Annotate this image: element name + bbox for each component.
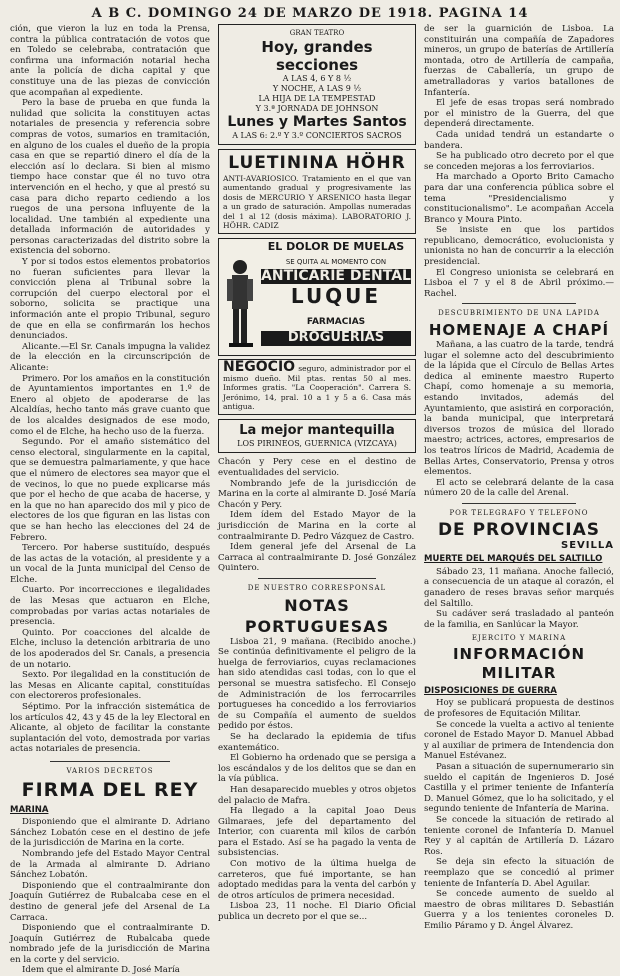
- ad-brand2: LUQUE: [290, 284, 382, 309]
- negocio-ad: [218, 359, 416, 415]
- paragraph: Disponiendo que el almirante D. Adriano Sánchez Lobatón cese en el destino de jefe de la jurisdicción de Marina en la corte.: [10, 817, 210, 849]
- paragraph: Tercero. Por haberse sustituído, después de las actas de la votación, al presidente y a un vocal de la Junta municipal del Censo de Elche.: [10, 543, 210, 585]
- paragraph: Cuarto. Por incorrecciones e ilegalidades de las Mesas que actuaron en Elche, comprobadas por varias actas notariales de presencia.: [10, 585, 210, 628]
- ad-episode: Y 3.ª JORNADA DE JOHNSON: [255, 104, 379, 113]
- paragraph: Segundo. Por el amaño sistemático del censo electoral, singularmente en la capital, que se demuestra palmariamente, y que hace que el número de electores sea mayor que el de vecinos, lo que no puede explicarse más que por el hecho de que acaba de hacerse, y en la que no han aparecido dos mil y pico de electores de los que figuran en las listas con que se han hecho las elecciones del 24 de Febrero.: [10, 437, 210, 543]
- column-2: [218, 24, 416, 923]
- divider: [50, 761, 170, 762]
- paragraph: Sábado 23, 11 mañana. Anoche falleció, a consecuencia de un ataque al corazón, el ganadero de reses bravas señor marqués del Saltillo.: [424, 566, 614, 609]
- paragraph: Idem ídem del Estado Mayor de la jurisdicción de Marina en la corte al contraalmirante D. Pedro Vázquez de Castro.: [218, 510, 416, 542]
- paragraph: Quinto. Por coacciones del alcalde de Elche, incluso la detención arbitraria de uno de los apoderados del Sr. Canals, a presencia de un notario.: [10, 627, 210, 670]
- subhead: MARINA: [10, 804, 49, 815]
- paragraph: ción, que vieron la luz en toda la Prensa, contra la pública contratación de votos que en Toledo se celebraba, contratación que confirma una información notarial hecha ante la policía de dicha capital y que constituye una de las piezas de convicción que acompañan al expediente.: [10, 24, 210, 98]
- dental-ad: [218, 238, 416, 356]
- man-figure-icon: [223, 257, 257, 349]
- paragraph: Ha llegado a la capital Joao Deus Gilmaraes, jefe del departamento del Interior, con cuarenta mil kilos de carbón para el Estado. Así se ha pagado la venta de subsistencias.: [218, 806, 416, 859]
- ad-text: [223, 359, 411, 412]
- luetinina-ad: [218, 149, 416, 234]
- ad-concerts: A LAS 6: 2.º Y 3.º CONCIERTOS SACROS: [232, 131, 402, 140]
- ad-brand1: ANTICARIE DENTAL: [261, 268, 411, 285]
- paragraph: Cada unidad tendrá un estandarte o bandera.: [424, 129, 614, 151]
- paragraph: Nombrando jefe del Estado Mayor Central de la Armada al almirante D. Adriano Sánchez Lobatón.: [10, 848, 210, 881]
- section-title: HOMENAJE A CHAPÍ: [428, 321, 610, 340]
- ad-line3: FARMACIAS: [306, 317, 366, 328]
- paragraph: de ser la guarnición de Lisboa. La constituirán una compañía de Zapadores mineros, un grupo de baterías de Artillería montada, otro de Artillería de campaña, fuerzas de Caballería, un grupo de ametralladoras y varios batallones de Infantería.: [424, 24, 614, 98]
- city-title: SEVILLA: [561, 539, 614, 551]
- mantequilla-ad: [218, 419, 416, 453]
- paragraph: Alicante.—El Sr. Canals impugna la validez de la elección en la circunscripción de Alicante:: [10, 341, 210, 373]
- ad-title: LUETININA HÖHR: [228, 153, 406, 173]
- ad-body: seguro, administrador por el mismo dueño. Mil ptas. rentas 50 al mes. Informes gratis. "La Cooperación". Carrera S. Jerónimo, 14, pral. 10 a 1 y 5 a 6. Casa más antigua.: [223, 364, 411, 412]
- ad-title: La mejor mantequilla: [239, 423, 395, 439]
- paragraph: Han desaparecido muebles y otros objetos del palacio de Mafra.: [218, 784, 416, 806]
- paragraph: Disponiendo que el contraalmirante don Joaquín Gutiérrez de Rubalcaba cese en el destino de general jefe del Arsenal de La Carraca.: [10, 880, 210, 923]
- subhead: MUERTE DEL MARQUÉS DEL SALTILLO: [424, 554, 603, 565]
- paragraph: Idem general jefe del Arsenal de La Carraca al contraalmirante D. José González Quintero.: [218, 542, 416, 574]
- section-label: POR TELEGRAFO Y TELEFONO: [449, 508, 589, 517]
- section-label: EJERCITO Y MARINA: [471, 634, 567, 643]
- divider: [462, 303, 576, 304]
- ad-line2: SE QUITA AL MOMENTO CON: [285, 258, 387, 267]
- section-title: DE PROVINCIAS: [437, 519, 601, 540]
- paragraph: Se deja sin efecto la situación de reemplazo que se concedió al primer teniente de Infantería D. Abel Aguilar.: [424, 857, 614, 889]
- paragraph: El Gobierno ha ordenado que se persiga a los escándalos y de los delitos que se dan en la vía pública.: [218, 753, 416, 785]
- ad-hours: A LAS 4, 6 Y 8 ½: [282, 74, 352, 83]
- ad-days: Lunes y Martes Santos: [227, 114, 407, 130]
- paragraph: Pero la base de prueba en que funda la nulidad que solicita la constituyen actas notariales de presencia y referencia sobre compras de votos, sumarios en tramitación, en alguno de los cuales el dueño de la propia casa en que se repartió dinero el día de la elección así lo declara. Si bien al mismo tiempo hace constar que él no tuvo otra intervención en el hecho, y que al prestó su casa para dicho reparto cediendo a los ruegos de una persona influyente de la localidad. Une también al expediente una detallada información de autoridades y personas caracterizadas del distrito sobre la existencia del soborno.: [10, 98, 210, 257]
- ad-theatre-name: GRAN TEATRO: [289, 29, 345, 37]
- column-3: [424, 24, 614, 931]
- paragraph: Séptimo. Por la infracción sistemática de los artículos 42, 43 y 45 de la ley Electoral en Alicante, al objeto de facilitar la constante suplantación del voto, demostrada por varias actas notariales de presencia.: [10, 702, 210, 755]
- paragraph: Idem que el almirante D. José María: [22, 965, 180, 976]
- paragraph: Hoy se publicará propuesta de destinos de profesores de Equitación Militar.: [424, 698, 614, 720]
- paragraph: El Congreso unionista se celebrará en Lisboa el 7 y el 8 de Abril próximo.—Rachel.: [424, 267, 614, 299]
- ad-title: NEGOCIO: [223, 359, 296, 376]
- paragraph: Se ha publicado otro decreto por el que se conceden mejoras a los ferroviarios.: [424, 151, 614, 172]
- theatre-ad: [218, 24, 416, 145]
- column-1: [10, 24, 210, 976]
- ad-film: LA HIJA DE LA TEMPESTAD: [258, 94, 376, 103]
- paragraph: Y por si todos estos elementos probatorios no fueran suficientes para llevar la convicción plena al Tribunal sobre la corrupción del cuerpo electoral por el soborno, solicita se practique una información ante el propio Tribunal, seguro de que en ella se confirmarán los hechos denunciados.: [10, 257, 210, 342]
- section-title: INFORMACIÓN MILITAR: [452, 644, 586, 682]
- section-title: FIRMA DEL REY: [21, 778, 199, 801]
- paragraph: Mañana, a las cuatro de la tarde, tendrá lugar el solemne acto del descubrimiento de la lápida que el Círculo de Bellas Artes dedica al eminente maestro Ruperto Chapí, como homenaje a su memoria, estando invitados, además del Ayuntamiento, que asistirá en corporación, la banda municipal, que interpretará diversos trozos de música del llorado maestro; actrices, actores, empresarios de los teatros líricos de Madrid, Academia de Bellas Artes, Conservatorio, Prensa y otros elementos.: [424, 340, 614, 478]
- paragraph: Con motivo de la última huelga de carreteros, que fué importante, se han adoptado medidas para la venta del carbón y de otros artículos de primera necesidad.: [218, 859, 416, 901]
- section-label: DESCUBRIMIENTO DE UNA LAPIDA: [438, 309, 600, 318]
- paragraph: Se concede la vuelta a activo al teniente coronel de Estado Mayor D. Manuel Abbad y al auxiliar de primera de Intendencia don Manuel Estévanez.: [424, 719, 614, 762]
- subhead: DISPOSICIONES DE GUERRA: [424, 685, 557, 696]
- ad-text: ANTI-AVARIOSICO. Tratamiento en el que van aumentando gradual y progresivamente las dosis de MERCURIO Y ARSENICO hasta llegar a un grado de saturación. Ampollas numeradas del 1 al 12 (dosis máxima). LABORATORIO J. HÖHR. CADIZ: [223, 174, 411, 231]
- divider: [462, 503, 576, 504]
- page-header: A B C. DOMINGO 24 DE MARZO DE 1918. PAGINA 14: [91, 6, 529, 21]
- paragraph: Ha marchado a Oporto Brito Camacho para dar una conferencia pública sobre el tema "Presidencialismo y constitucionalismo". Le acompañan Accela Branco y Moura Pinto.: [424, 172, 614, 225]
- divider: [258, 578, 377, 579]
- paragraph: Lisboa 21, 9 mañana. (Recibido anoche.) Se continúa definitivamente el peligro de la huelga de ferroviarios, cuyas reclamaciones han sido atendidas casi todas, con lo que el personal se muestra satisfecho. El Consejo de Administración de los ferrocarriles portugueses ha concedido a los ferroviarios de su Compañía el aumento de sueldos pedido por éstos.: [218, 636, 416, 732]
- ad-night: Y NOCHE, A LAS 9 ½: [272, 84, 362, 93]
- paragraph: Se concede aumento de sueldo al maestro de obras militares D. Sebastián Guerra y a los tenientes coroneles D. Emilio Páramo y D. Ángel Álvarez.: [424, 889, 614, 931]
- ad-line4: DROGUERIAS: [261, 331, 411, 346]
- paragraph: Su cadáver será trasladado al panteón de la familia, en Sanlúcar la Mayor.: [424, 609, 614, 630]
- paragraph: Disponiendo que el contraalmirante D. Joaquín Gutiérrez de Rubalcaba quede nombrado jefe de la jurisdicción de Marina en la corte y del servicio.: [10, 923, 210, 965]
- paragraph: Pasan a situación de supernumerario sin sueldo el capitán de Ingenieros D. José Castilla y el primer teniente de Infantería D. Manuel Gómez, que lo ha solicitado, y el segundo teniente de Infantería de Marina.: [424, 762, 614, 815]
- ad-line: LOS PIRINEOS, GUERNICA (VIZCAYA): [237, 439, 397, 449]
- paragraph: El acto se celebrará delante de la casa número 20 de la calle del Arenal.: [424, 477, 614, 499]
- ad-headline: Hoy, grandes secciones: [261, 38, 373, 74]
- paragraph: Sexto. Por ilegalidad en la constitución de las Mesas en Alicante capital, constituídas con electoreros profesionales.: [10, 670, 210, 702]
- section-label: DE NUESTRO CORRESPONSAL: [247, 584, 387, 592]
- section-title: NOTAS PORTUGUESAS: [244, 595, 390, 636]
- paragraph: Se concede la situación de retirado al teniente coronel de Infantería D. Manuel Rey y al capitán de Artillería D. Lázaro Ros.: [424, 815, 614, 857]
- paragraph: Se insiste en que los partidos republicano, democrático, evolucionista y unionista no han de concurrir a la elección presidencial.: [424, 225, 614, 268]
- paragraph: Chacón y Pery cese en el destino de eventualidades del servicio.: [218, 457, 416, 479]
- paragraph: Nombrando jefe de la jurisdicción de Marina en la corte al almirante D. José María Chacón y Pery.: [218, 478, 416, 510]
- paragraph: El jefe de esas tropas será nombrado por el ministro de la Guerra, del que dependerá directamente.: [424, 98, 614, 130]
- paragraph: Primero. Por los amaños en la constitución de Ayuntamientos importantes en 1.º de Enero al objeto de apoderarse de las Alcaldías, hecho tanto más grave cuanto que de los alcaldes designados de ese modo, como el de Elche, ha hecho uso de la fuerza.: [10, 373, 210, 437]
- ad-line1: EL DOLOR DE MUELAS: [267, 240, 405, 254]
- paragraph: Se ha declarado la epidemia de tifus exantemático.: [218, 731, 416, 753]
- section-label: VARIOS DECRETOS: [66, 766, 154, 775]
- paragraph: Lisboa 23, 11 noche. El Diario Oficial publica un decreto por el que se...: [218, 901, 416, 923]
